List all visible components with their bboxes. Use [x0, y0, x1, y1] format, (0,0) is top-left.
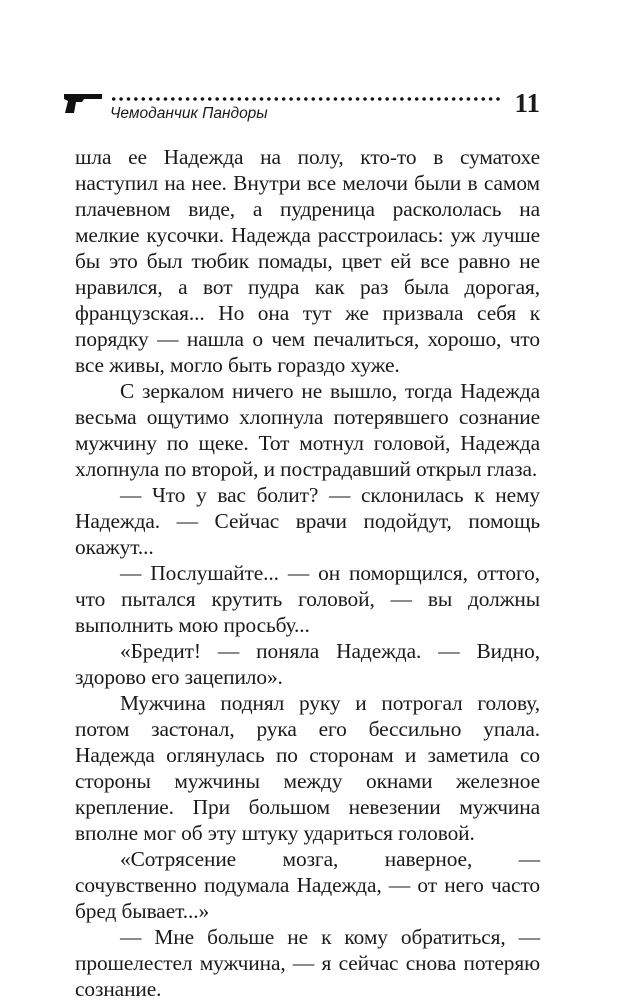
paragraph: С зеркалом ничего не вышло, тогда Надежда весьма ощутимо хлопнула потерявшего сознание мужчину по щеке. Тот мотнул головой, Надежда хлопнула по второй, и пострадавший открыл глаза. [75, 379, 540, 481]
paragraph: шла ее Надежда на полу, кто-то в суматохе наступил на нее. Внутри все мелочи были в самом плачевном виде, а пудреница раскололась на мелкие кусочки. Надежда расстроилась: уж лучше бы это был тюбик помады, цвет ей все равно не нравился, а вот пудра как раз была дорогая, французская... Но она тут же призвала себя к порядку — нашла о чем печалиться, хорошо, что все живы, могло быть гораздо хуже. [75, 145, 540, 377]
dotted-rule [110, 96, 502, 102]
paragraph: Мужчина поднял руку и потрогал голову, потом застонал, рука его бессильно упала. Надежда оглянулась по сторонам и заметила со стороны мужчины между окнами железное крепление. При большом невезении мужчина вполне мог об эту штуку удариться головой. [75, 691, 540, 845]
paragraph: — Послушайте... — он поморщился, оттого, что пытался крутить головой, — вы должны выполнить мою просьбу... [75, 561, 540, 637]
body-text [75, 144, 540, 1002]
paragraph: «Бредит! — поняла Надежда. — Видно, здорово его зацепило». [75, 639, 540, 689]
paragraph: «Сотрясение мозга, наверное, — сочувственно подумала Надежда, — от него часто бред бывает...» [75, 847, 540, 923]
series-title: Чемоданчик Пандоры [110, 105, 268, 122]
revolver-icon [62, 92, 104, 114]
paragraph: — Мне больше не к кому обратиться, — прошелестел мужчина, — я сейчас снова потеряю сознание. [75, 925, 540, 1001]
paragraph: — Что у вас болит? — склонилась к нему Надежда. — Сейчас врачи подойдут, помощь окажут... [75, 483, 540, 559]
page-number: 11 [514, 88, 540, 118]
running-header [62, 86, 540, 126]
